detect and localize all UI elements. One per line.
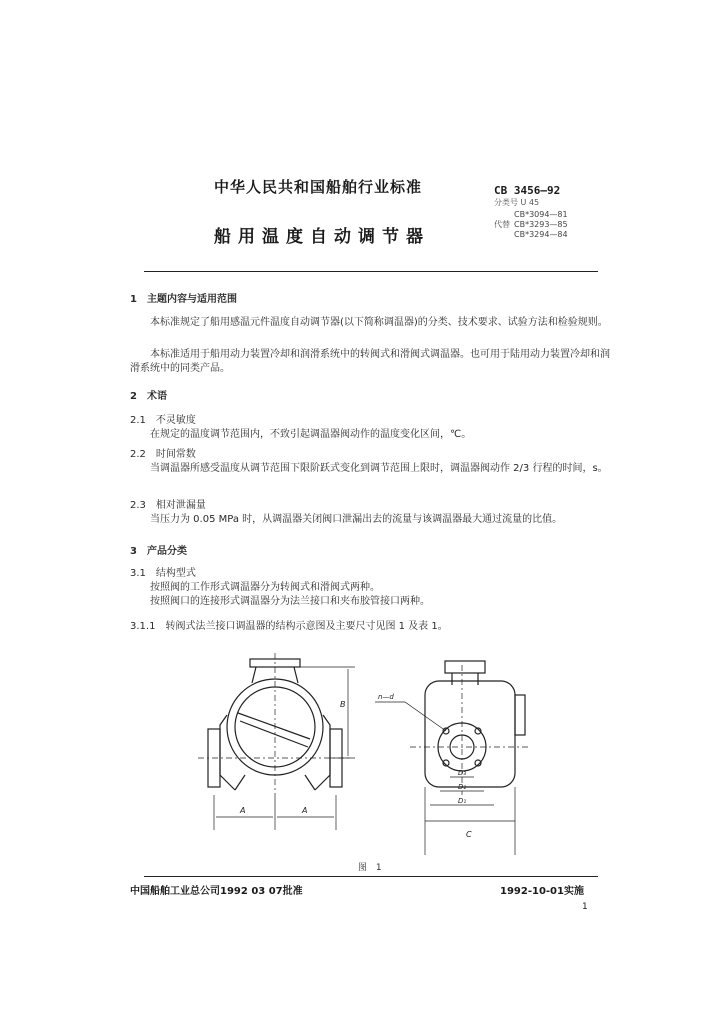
clause-2-1 <box>130 414 610 442</box>
clause-title: 2.2 时间常数 <box>130 449 196 460</box>
section-1-para-1 <box>130 316 610 330</box>
clause-2-3 <box>130 499 610 527</box>
clause-3-1 <box>130 567 610 609</box>
hole-leader <box>375 702 446 731</box>
heading: 2 术语 <box>130 391 167 402</box>
dim-label-D2: D₂ <box>458 783 467 791</box>
page-number: 1 <box>582 902 588 912</box>
replaced-standards <box>494 210 568 240</box>
section-1 <box>130 291 610 307</box>
section-1-title: 1 主题内容与适用范围 <box>130 294 237 305</box>
paragraph: 本标准适用于船用动力装置冷却和润滑系统中的转阀式和滑阀式调温器。也可用于陆用动力装置冷却和润滑系统中的同类产品。 <box>130 349 610 374</box>
dim-label-D1: D₁ <box>458 797 467 805</box>
replaced-standard: CB*3293—85 <box>514 220 568 229</box>
section-2-title <box>130 388 610 404</box>
rotor-gate <box>238 713 310 747</box>
clause-title: 2.1 不灵敏度 <box>130 415 196 426</box>
dim-D-lines <box>425 777 515 821</box>
replaced-standard: CB*3294—84 <box>514 230 568 239</box>
clause-2-2 <box>130 448 610 476</box>
standard-code: CB 3456—92 <box>494 184 561 197</box>
dim-label-A: A <box>240 806 246 815</box>
approval-statement: 中国船舶工业总公司1992 03 07批准 <box>130 886 303 897</box>
figure-caption: 图 1 <box>358 863 385 873</box>
standard-category-title: 中华人民共和国船舶行业标准 <box>214 178 423 196</box>
clause-text: 3.1.1 转阀式法兰接口调温器的结构示意图及主要尺寸见图 1 及表 1。 <box>130 621 448 632</box>
dim-label-C: C <box>466 830 472 839</box>
right-view <box>375 661 530 855</box>
standard-name: 船用温度自动调节器 <box>214 227 430 247</box>
heading: 3 产品分类 <box>130 546 187 557</box>
top-neck <box>452 673 478 685</box>
dim-label-D3: D₃ <box>458 769 467 777</box>
center-lines <box>410 665 530 795</box>
dim-B-line <box>300 667 355 758</box>
dim-label-A: A <box>302 806 308 815</box>
side-actuator <box>515 695 525 735</box>
dim-extension-lines <box>214 795 336 830</box>
replaced-standard: CB*3094—81 <box>514 210 568 219</box>
dim-label-B: B <box>340 700 346 709</box>
hole-label: n—d <box>378 693 394 701</box>
section-3-title <box>130 543 610 559</box>
figure-1-drawing <box>180 645 560 860</box>
clause-title: 2.3 相对泄漏量 <box>130 500 206 511</box>
clause-text: 在规定的温度调节范围内，不致引起调温器阀动作的温度变化区间，℃。 <box>150 429 472 440</box>
replace-label: 代替 <box>494 220 510 229</box>
top-flange <box>445 661 485 673</box>
valve-housing <box>425 681 515 787</box>
clause-3-1-1 <box>130 620 610 634</box>
classification-number: 分类号 U 45 <box>494 198 540 207</box>
clause-text: 当调温器所感受温度从调节范围下限阶跃式变化到调节范围上限时，调温器阀动作 2/3 行程的时间，s。 <box>150 463 608 474</box>
left-view <box>198 653 355 830</box>
clause-text: 按照阀口的连接形式调温器分为法兰接口和夹布胶管接口两种。 <box>150 596 430 607</box>
header-divider <box>144 271 598 272</box>
clause-text: 按照阀的工作形式调温器分为转阀式和滑阀式两种。 <box>150 582 380 593</box>
clause-text: 当压力为 0.05 MPa 时，从调温器关闭阀口泄漏出去的流量与该调温器最大通过流量的比值。 <box>150 514 563 525</box>
clause-title: 3.1 结构型式 <box>130 568 196 579</box>
footer-divider <box>144 876 598 877</box>
paragraph: 本标准规定了船用感温元件温度自动调节器(以下简称调温器)的分类、技术要求、试验方法和检验规则。 <box>150 317 608 328</box>
effective-date: 1992-10-01实施 <box>500 886 584 897</box>
section-1-para-2 <box>130 348 610 376</box>
